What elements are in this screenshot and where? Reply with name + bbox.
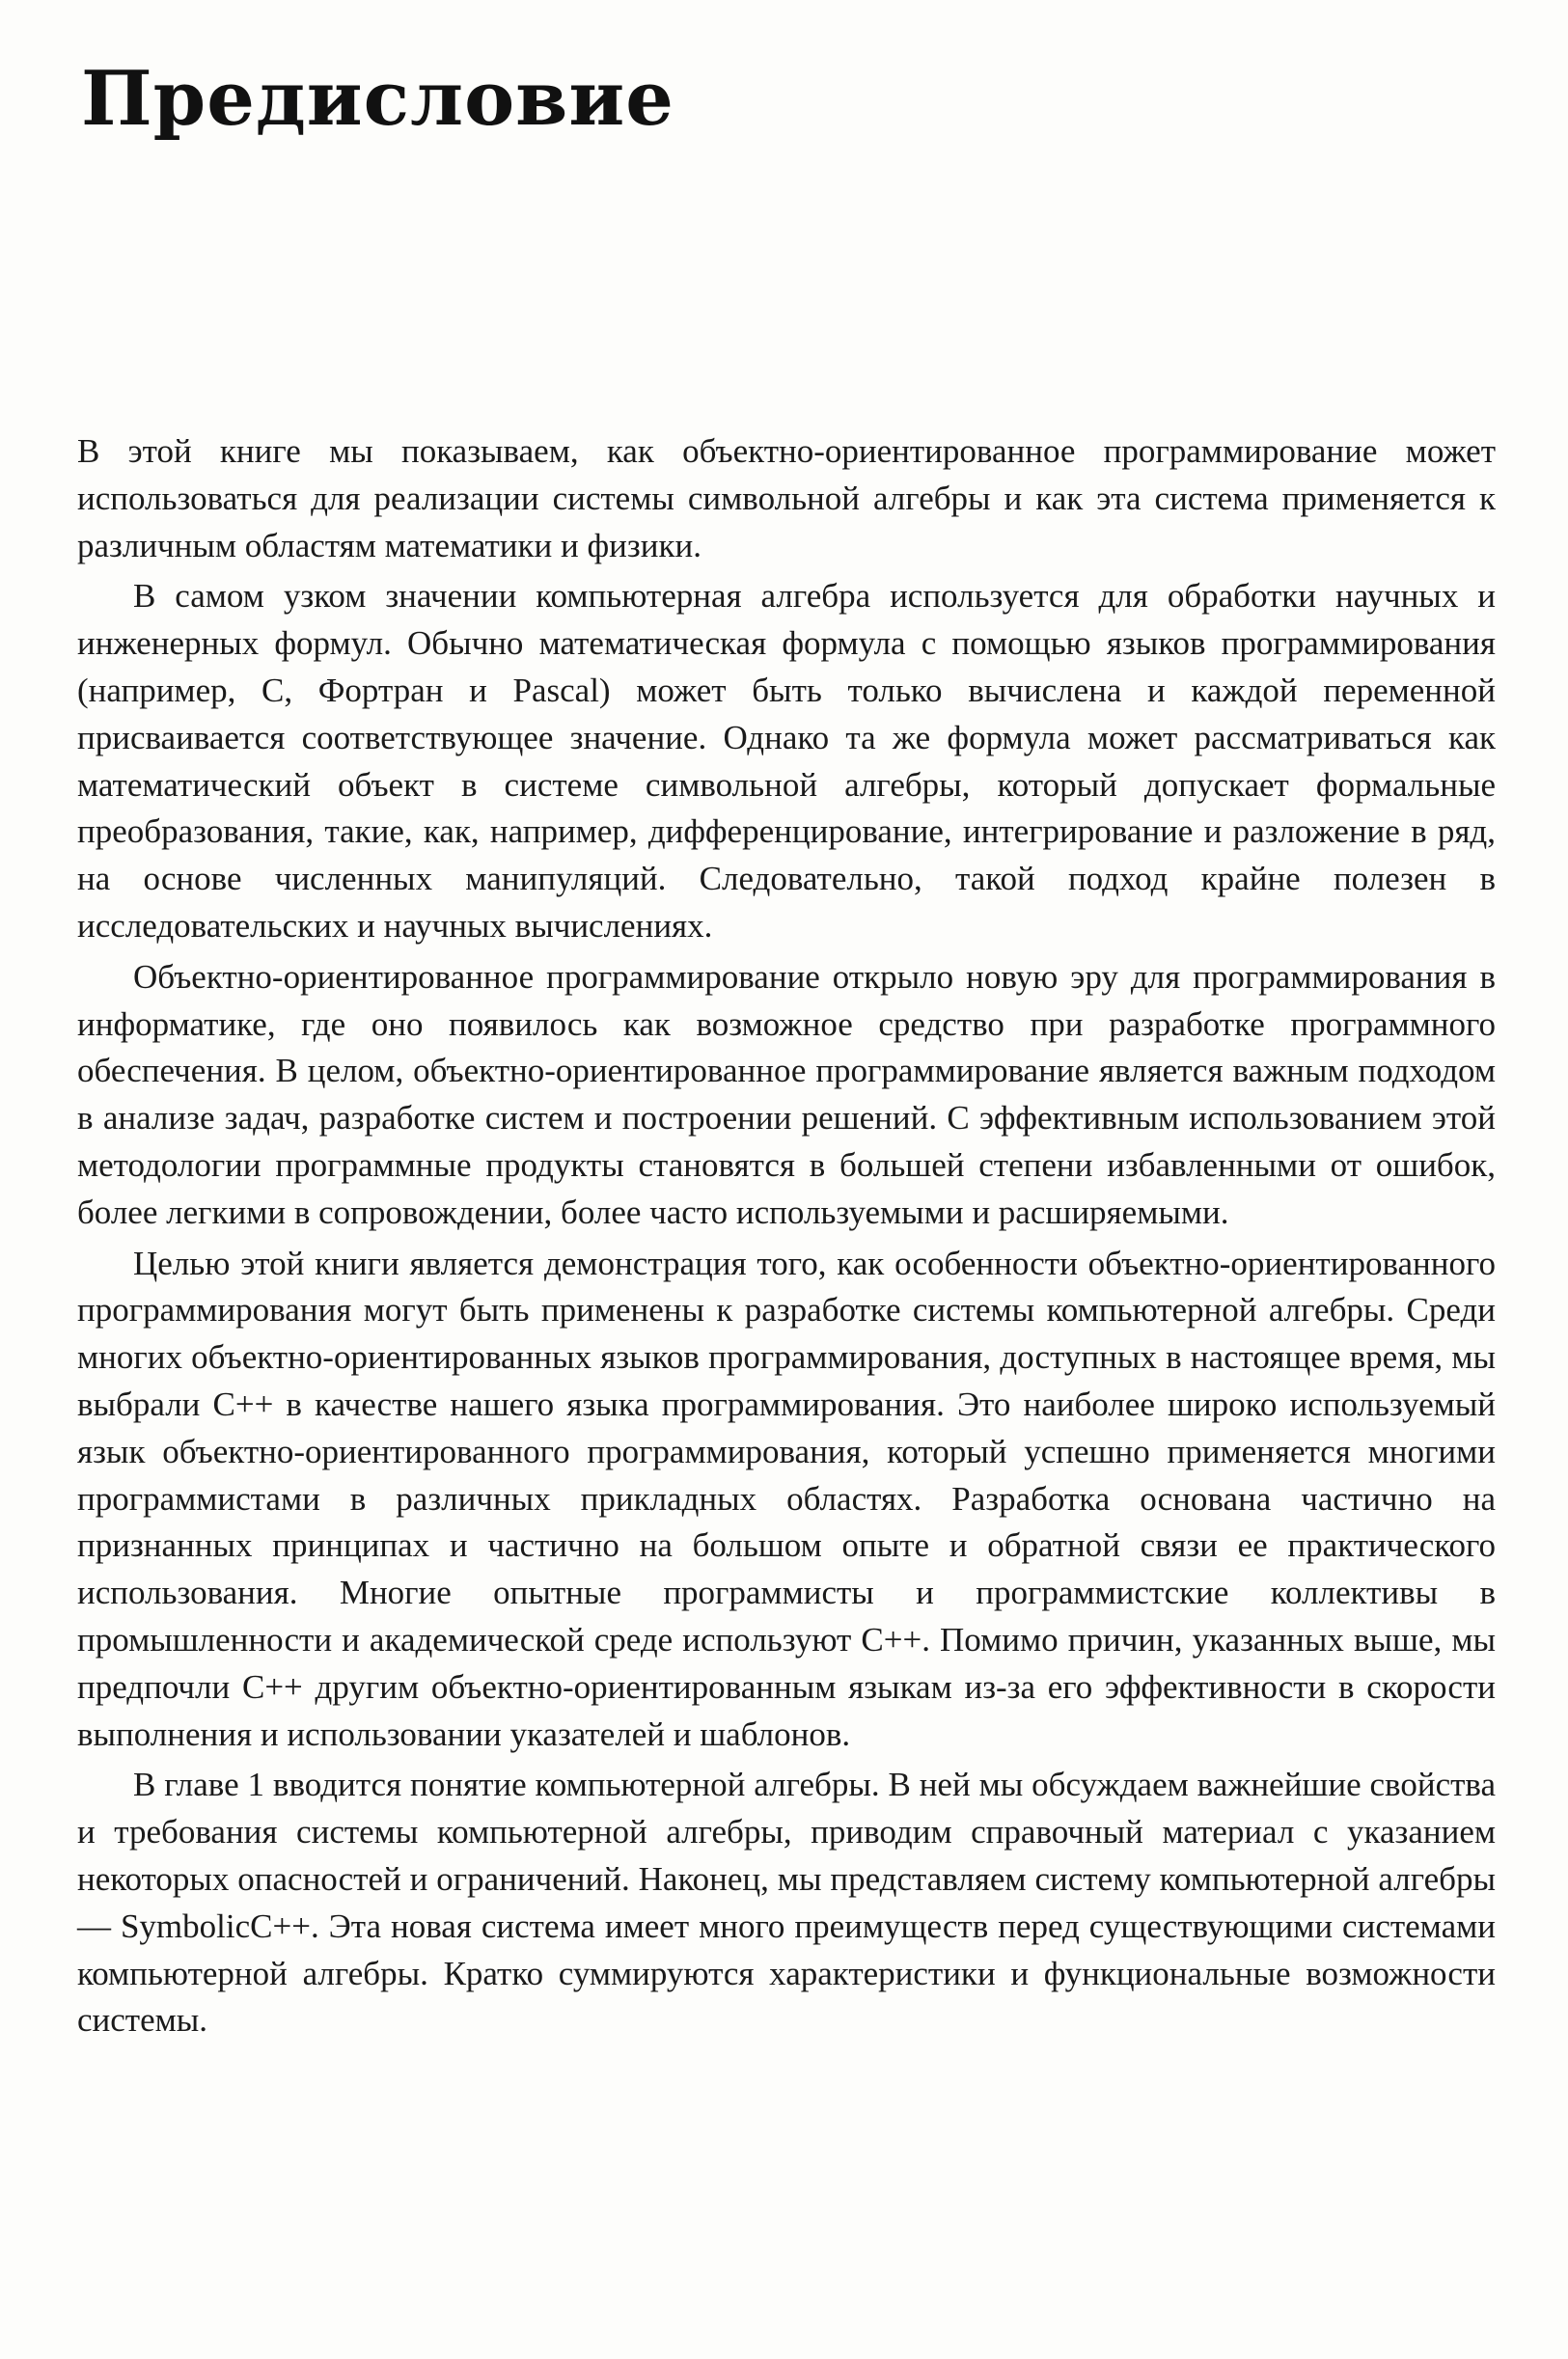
- paragraph-computer-algebra: В самом узком значении компьютерная алгебра используется для обработки научных и инженерных формул. Обычно математическая формула с помощью языков программирования (например, С, Фортран и Pascal) может быть только вычислена и каждой переменной присваивается соответствующее значение. Однако та же формула может рассматриваться как математический объект в системе символьной алгебры, который допускает формальные преобразования, такие, как, например, дифференцирование, интегрирование и разложение в ряд, на основе численных манипуляций. Следовательно, такой подход крайне полезен в исследовательских и научных вычислениях.: [77, 577, 1496, 945]
- preface-body: [77, 428, 1496, 2048]
- paragraph-chapter-one: В главе 1 вводится понятие компьютерной алгебры. В ней мы обсуждаем важнейшие свойства и требования системы компьютерной алгебры, приводим справочный материал с указанием некоторых опасностей и ограничений. Наконец, мы представляем систему компьютерной алгебры — SymbolicC++. Эта новая система имеет много преимуществ перед существующими системами компьютерной алгебры. Кратко суммируются характеристики и функциональные возможности системы.: [77, 1766, 1496, 2040]
- paragraph-goal: Целью этой книги является демонстрация того, как особенности объектно-ориентированного программирования могут быть применены к разработке системы компьютерной алгебры. Среди многих объектно-ориентированных языков программирования, доступных в настоящее время, мы выбрали C++ в качестве нашего языка программирования. Это наиболее широко используемый язык объектно-ориентированного программирования, который успешно применяется многими программистами в различных прикладных областях. Разработка основана частично на признанных принципах и частично на большом опыте и обратной связи ее практического использования. Многие опытные программисты и программистские коллективы в промышленности и академической среде используют C++. Помимо причин, указанных выше, мы предпочли C++ другим объектно-ориентированным языкам из-за его эффективности в скорости выполнения и использовании указателей и шаблонов.: [77, 1244, 1496, 1753]
- paragraph-intro: В этой книге мы показываем, как объектно-ориентированное программирование может использоваться для реализации системы символьной алгебры и как эта система применяется к различным областям математики и физики.: [77, 432, 1496, 564]
- paragraph-oop: Объектно-ориентированное программирование открыло новую эру для программирования в информатике, где оно появилось как возможное средство при разработке программного обеспечения. В целом, объектно-ориентированное программирование является важным подходом в анализе задач, разработке систем и построении решений. С эффективным использованием этой методологии программные продукты становятся в большей степени избавленными от ошибок, более легкими в сопровождении, более часто используемыми и расширяемыми.: [77, 957, 1496, 1231]
- chapter-title: Предисловие: [81, 55, 674, 143]
